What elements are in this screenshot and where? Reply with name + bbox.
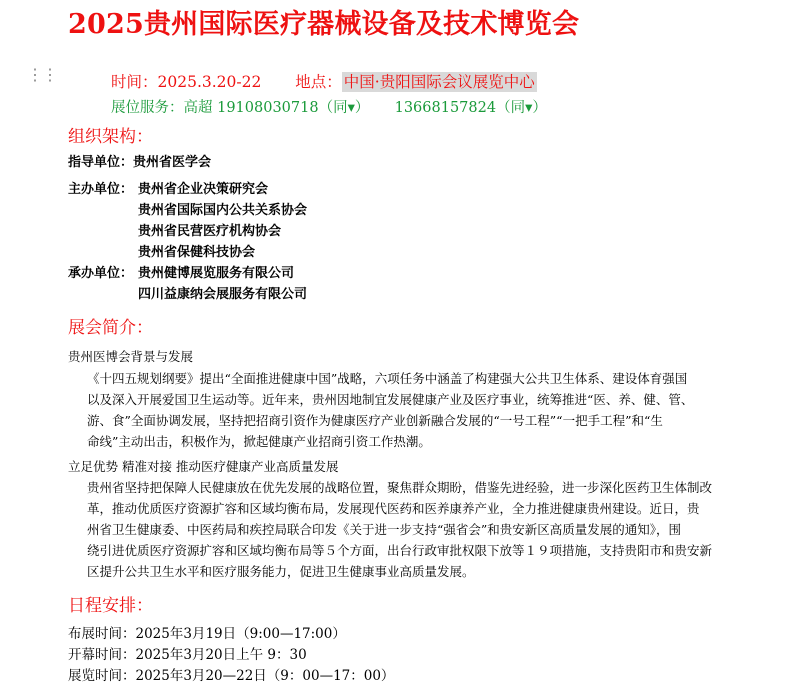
guide-row: [68, 151, 211, 170]
schedule-label: 布展时间：: [68, 626, 136, 642]
schedule-label: 展览时间：: [68, 668, 136, 684]
time-value: 2025.3.20-22: [157, 73, 262, 91]
schedule-heading: 日程安排：: [68, 596, 153, 616]
organizer-item: 四川益康纳会展服务有限公司: [138, 287, 308, 302]
guide-label: 指导单位：: [68, 155, 134, 170]
paragraph-line: 革，推动优质医疗资源扩容和区域均衡布局，发展现代医药和医养康养产业，全力推进健康贵州建设。近日，贵: [87, 501, 700, 516]
paragraph-line: 《十四五规划纲要》提出“全面推进健康中国”战略，六项任务中涵盖了构建强大公共卫生体系、建设体育强国: [87, 371, 688, 386]
schedule-value: 2025年3月20日上午 9：30: [135, 647, 307, 663]
schedule-item: [68, 622, 346, 642]
schedule-value: 2025年3月20—22日（9：00—17：00）: [135, 668, 395, 684]
host-item: 贵州省国际国内公共关系协会: [138, 203, 308, 218]
host-item: 贵州省保健科技协会: [138, 245, 256, 260]
service-label: 展位服务：: [111, 100, 184, 116]
host-label: 主办单位：: [68, 182, 134, 197]
document-title: 2025贵州国际医疗器械设备及技术博览会: [68, 9, 580, 40]
paragraph-line: 以及深入开展爱国卫生运动等。近年来，贵州因地制宜发展健康产业及医疗事业，统筹推进“医、养、健、管、: [87, 392, 694, 407]
schedule-value: 2025年3月19日（9:00—17:00）: [135, 626, 346, 642]
paragraph-line: 游、食”全面协调发展，坚持把招商引资作为健康医疗产业创新融合发展的“一号工程”“一把手工程”和“生: [87, 413, 663, 428]
intro-paragraph-1: [87, 368, 757, 452]
organizer-label: 承办单位：: [68, 266, 134, 281]
drag-handle-icon[interactable]: ⋮⋮: [27, 65, 57, 84]
organizer-item: 贵州健博展览服务有限公司: [138, 266, 295, 281]
schedule-label: 开幕时间：: [68, 647, 136, 663]
host-item: 贵州省企业决策研究会: [138, 182, 269, 197]
intro-heading: 展会简介：: [68, 318, 153, 338]
service-phone2: 13668157824（同▾）: [394, 100, 547, 116]
place-label: 地点：: [295, 73, 342, 91]
guide-value: 贵州省医学会: [133, 155, 212, 170]
event-time-place: [111, 70, 537, 92]
intro-paragraph-2: [87, 477, 757, 582]
host-item: 贵州省民营医疗机构协会: [138, 224, 282, 239]
place-value: 中国·贵阳国际会议展览中心: [343, 73, 535, 91]
paragraph-line: 命线”主动出击，积极作为，掀起健康产业招商引资工作热潮。: [87, 434, 431, 449]
paragraph-line: 贵州省坚持把保障人民健康放在优先发展的战略位置，聚焦群众期盼，借鉴先进经验，进一步深化医药卫生体制改: [87, 480, 713, 495]
paragraph-line: 区提升公共卫生水平和医疗服务能力，促进卫生健康事业高质量发展。: [87, 564, 475, 579]
intro-subheading-1: 贵州医博会背景与发展: [68, 349, 194, 364]
booth-service: [111, 96, 547, 117]
time-label: 时间：: [111, 73, 158, 91]
paragraph-line: 州省卫生健康委、中医药局和疾控局联合印发《关于进一步支持“强省会”和贵安新区高质量发展的通知》，围: [87, 522, 682, 537]
organization-heading: 组织架构：: [68, 127, 153, 147]
schedule-item: [68, 643, 307, 663]
paragraph-line: 绕引进优质医疗资源扩容和区域均衡布局等５个方面，出台行政审批权限下放等１９项措施，支持贵阳市和贵安新: [87, 543, 713, 558]
service-contact: 高超 19108030718（同▾）: [183, 100, 370, 116]
intro-subheading-2: 立足优势 精准对接 推动医疗健康产业高质量发展: [68, 459, 339, 474]
schedule-item: [68, 664, 394, 684]
